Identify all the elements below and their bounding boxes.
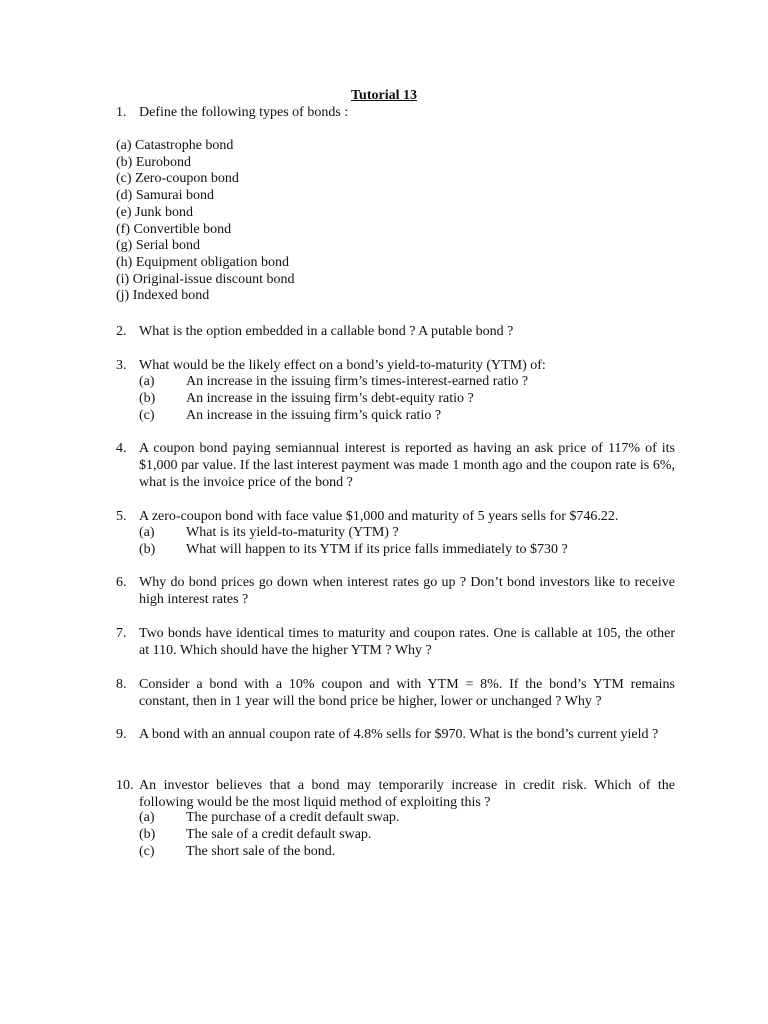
option-label: (a) [139,810,155,825]
question-5-text: A zero-coupon bond with face value $1,000 and maturity of 5 years sells for $746.22. [139,509,619,524]
list-item: (g) Serial bond [116,238,200,254]
option-label: (c) [139,407,155,423]
list-item: (b) Eurobond [116,154,192,170]
question-3-options [0,374,768,424]
option-text: The short sale of the bond. [186,843,336,859]
question-1-text: Define the following types of bonds : [139,105,349,120]
list-item: (d) Samurai bond [116,188,214,204]
option-text: An increase in the issuing firm’s quick ratio ? [186,407,442,423]
list-item: (h) Equipment obligation bond [116,254,290,270]
question-2-text: What is the option embedded in a callable bond ? A putable bond ? [139,324,514,339]
question-9-number: 9. [116,727,127,742]
question-10-options [0,810,768,860]
question-3-number: 3. [116,358,127,373]
question-7-text: Two bonds have identical times to maturity and coupon rates. One is callable at 105, the other at 110. Which should have the higher YTM ? Why ? [139,626,675,658]
question-2-number: 2. [116,324,127,339]
option-text: The sale of a credit default swap. [186,826,372,842]
list-item: (c) Zero-coupon bond [116,171,239,187]
question-4-text: A coupon bond paying semiannual interest is reported as having an ask price of 117% of its $1,000 par value. If the last interest payment was made 1 month ago and the coupon rate is 6%, what is the invoice price of the bond ? [139,441,675,490]
list-item [0,408,768,425]
option-text: What will happen to its YTM if its price falls immediately to $730 ? [186,541,568,557]
question-3-text: What would be the likely effect on a bond’s yield-to-maturity (YTM) of: [139,358,546,373]
list-item [0,827,768,844]
option-label: (b) [139,390,156,406]
option-text: An increase in the issuing firm’s debt-equity ratio ? [186,390,474,406]
option-text: The purchase of a credit default swap. [186,810,400,825]
question-1-list [116,138,294,305]
list-item: (a) Catastrophe bond [116,138,234,153]
question-10-text: An investor believes that a bond may temporarily increase in credit risk. Which of the following would be the most liquid method of exploiting this ? [139,778,675,810]
question-1-number: 1. [116,105,127,120]
option-label: (c) [139,843,155,859]
list-item: (e) Junk bond [116,204,193,220]
list-item: (j) Indexed bond [116,288,210,304]
list-item [0,374,768,391]
option-label: (a) [139,374,155,389]
list-item [0,391,768,408]
option-text: What is its yield-to-maturity (YTM) ? [186,525,399,540]
list-item [0,542,768,559]
list-item: (i) Original-issue discount bond [116,271,295,287]
list-item: (f) Convertible bond [116,221,232,237]
question-7-number: 7. [116,626,127,641]
question-9-text: A bond with an annual coupon rate of 4.8% sells for $970. What is the bond’s current yield ? [139,727,659,742]
question-8-text: Consider a bond with a 10% coupon and with YTM = 8%. If the bond’s YTM remains constant, then in 1 year will the bond price be higher, lower or unchanged ? Why ? [139,677,675,709]
question-10-number: 10. [116,778,134,793]
question-6-number: 6. [116,575,127,590]
option-label: (b) [139,826,156,842]
page-title: Tutorial 13 [351,88,417,103]
question-5-options [0,525,768,559]
question-5-number: 5. [116,509,127,524]
list-item [0,525,768,542]
question-4-number: 4. [116,441,127,456]
option-label: (b) [139,541,156,557]
question-6-text: Why do bond prices go down when interest rates go up ? Don’t bond investors like to receive high interest rates ? [139,575,675,607]
list-item [0,844,768,861]
option-text: An increase in the issuing firm’s times-interest-earned ratio ? [186,374,529,389]
list-item [0,810,768,827]
question-8-number: 8. [116,677,127,692]
option-label: (a) [139,525,155,540]
